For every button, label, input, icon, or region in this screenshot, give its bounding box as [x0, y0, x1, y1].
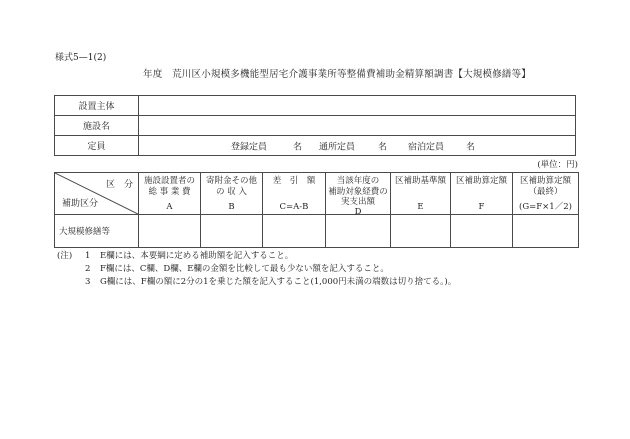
value-cell-d[interactable] — [326, 215, 391, 248]
header-line: 実支出額 — [340, 197, 375, 207]
header-line: （最終） — [528, 186, 563, 197]
facility-name-input-area[interactable] — [139, 116, 576, 136]
note-number: 2 — [85, 264, 91, 274]
column-letter: D — [354, 206, 362, 217]
category-header: 区 分 — [105, 180, 133, 190]
header-line: 差 引 額 — [272, 176, 316, 186]
column-letter: E — [417, 202, 424, 212]
header-line: 補助対象経費の — [328, 186, 388, 197]
overnight-capacity-label: 宿泊定員 — [408, 142, 445, 152]
column-header-e — [391, 173, 451, 215]
header-line: の 収 入 — [216, 186, 247, 197]
column-header-b — [201, 173, 263, 215]
note-text: F欄には、C欄、D欄、E欄の金額を比較して最も少ない額を記入すること。 — [100, 264, 389, 274]
note-line-2 — [57, 263, 577, 276]
column-header-c — [263, 173, 326, 215]
persons-suffix: 名 — [466, 142, 476, 152]
value-cell-f[interactable] — [451, 215, 513, 248]
table-row — [55, 96, 576, 116]
subsidy-category-header: 補助区分 — [62, 199, 99, 209]
note-text: E欄には、本要綱に定める補助額を記入すること。 — [100, 251, 294, 261]
column-letter: A — [166, 202, 173, 212]
facility-info-table — [54, 95, 576, 156]
column-header-f — [451, 173, 513, 215]
value-cell-b[interactable] — [201, 215, 263, 248]
table-row — [55, 215, 579, 248]
column-letter: (G=F×1／2) — [519, 202, 572, 212]
value-cell-g[interactable] — [513, 215, 579, 248]
column-header-d — [326, 173, 391, 215]
day-care-capacity-label: 通所定員 — [319, 142, 356, 152]
note-line-3 — [57, 276, 577, 289]
column-header-g — [513, 173, 579, 215]
note-text: G欄には、F欄の額に2分の1を乗じた額を記入すること(1,000円未満の端数は切り捨てる。)。 — [100, 277, 457, 287]
notes-section — [57, 250, 577, 289]
registered-capacity-label: 登録定員 — [231, 142, 268, 152]
form-number: 様式5—1(2) — [55, 53, 107, 63]
header-line: 区補助算定額 — [519, 176, 571, 186]
subsidy-calculation-table — [54, 172, 579, 248]
value-cell-c[interactable] — [263, 215, 326, 248]
persons-suffix: 名 — [378, 142, 388, 152]
column-header-a — [139, 173, 201, 215]
corner-header-cell — [55, 173, 139, 215]
establisher-input-area[interactable] — [139, 96, 576, 116]
header-line: 寄附金その他 — [205, 176, 257, 186]
column-letter: F — [478, 202, 485, 212]
establisher-label: 設置主体 — [55, 96, 139, 116]
column-letter: C=A-B — [279, 202, 309, 212]
capacity-label: 定員 — [55, 136, 139, 156]
value-cell-e[interactable] — [391, 215, 451, 248]
table-row — [55, 116, 576, 136]
note-number: 1 — [85, 251, 91, 261]
header-line: 総 事 業 費 — [148, 186, 191, 197]
header-line: 施設設置者の — [143, 176, 195, 186]
capacity-input-area[interactable] — [139, 136, 576, 156]
unit-label: (単位：円) — [537, 160, 578, 170]
note-line-1 — [57, 250, 577, 263]
note-number: 3 — [85, 277, 91, 287]
column-letter: B — [228, 202, 235, 212]
header-line: 区補助算定額 — [455, 176, 507, 186]
note-prefix: (注) — [57, 251, 73, 261]
header-line: 区補助基準額 — [394, 176, 446, 186]
header-line: 当該年度の — [336, 176, 380, 186]
table-row — [55, 136, 576, 156]
document-title: 年度 荒川区小規模多機能型居宅介護事業所等整備費補助金精算額調書【大規模修繕等】 — [143, 69, 532, 80]
facility-name-label: 施設名 — [55, 116, 139, 136]
header-row — [55, 173, 579, 215]
row-label-large-scale-repair: 大規模修繕等 — [55, 215, 139, 248]
persons-suffix: 名 — [293, 142, 303, 152]
value-cell-a[interactable] — [139, 215, 201, 248]
